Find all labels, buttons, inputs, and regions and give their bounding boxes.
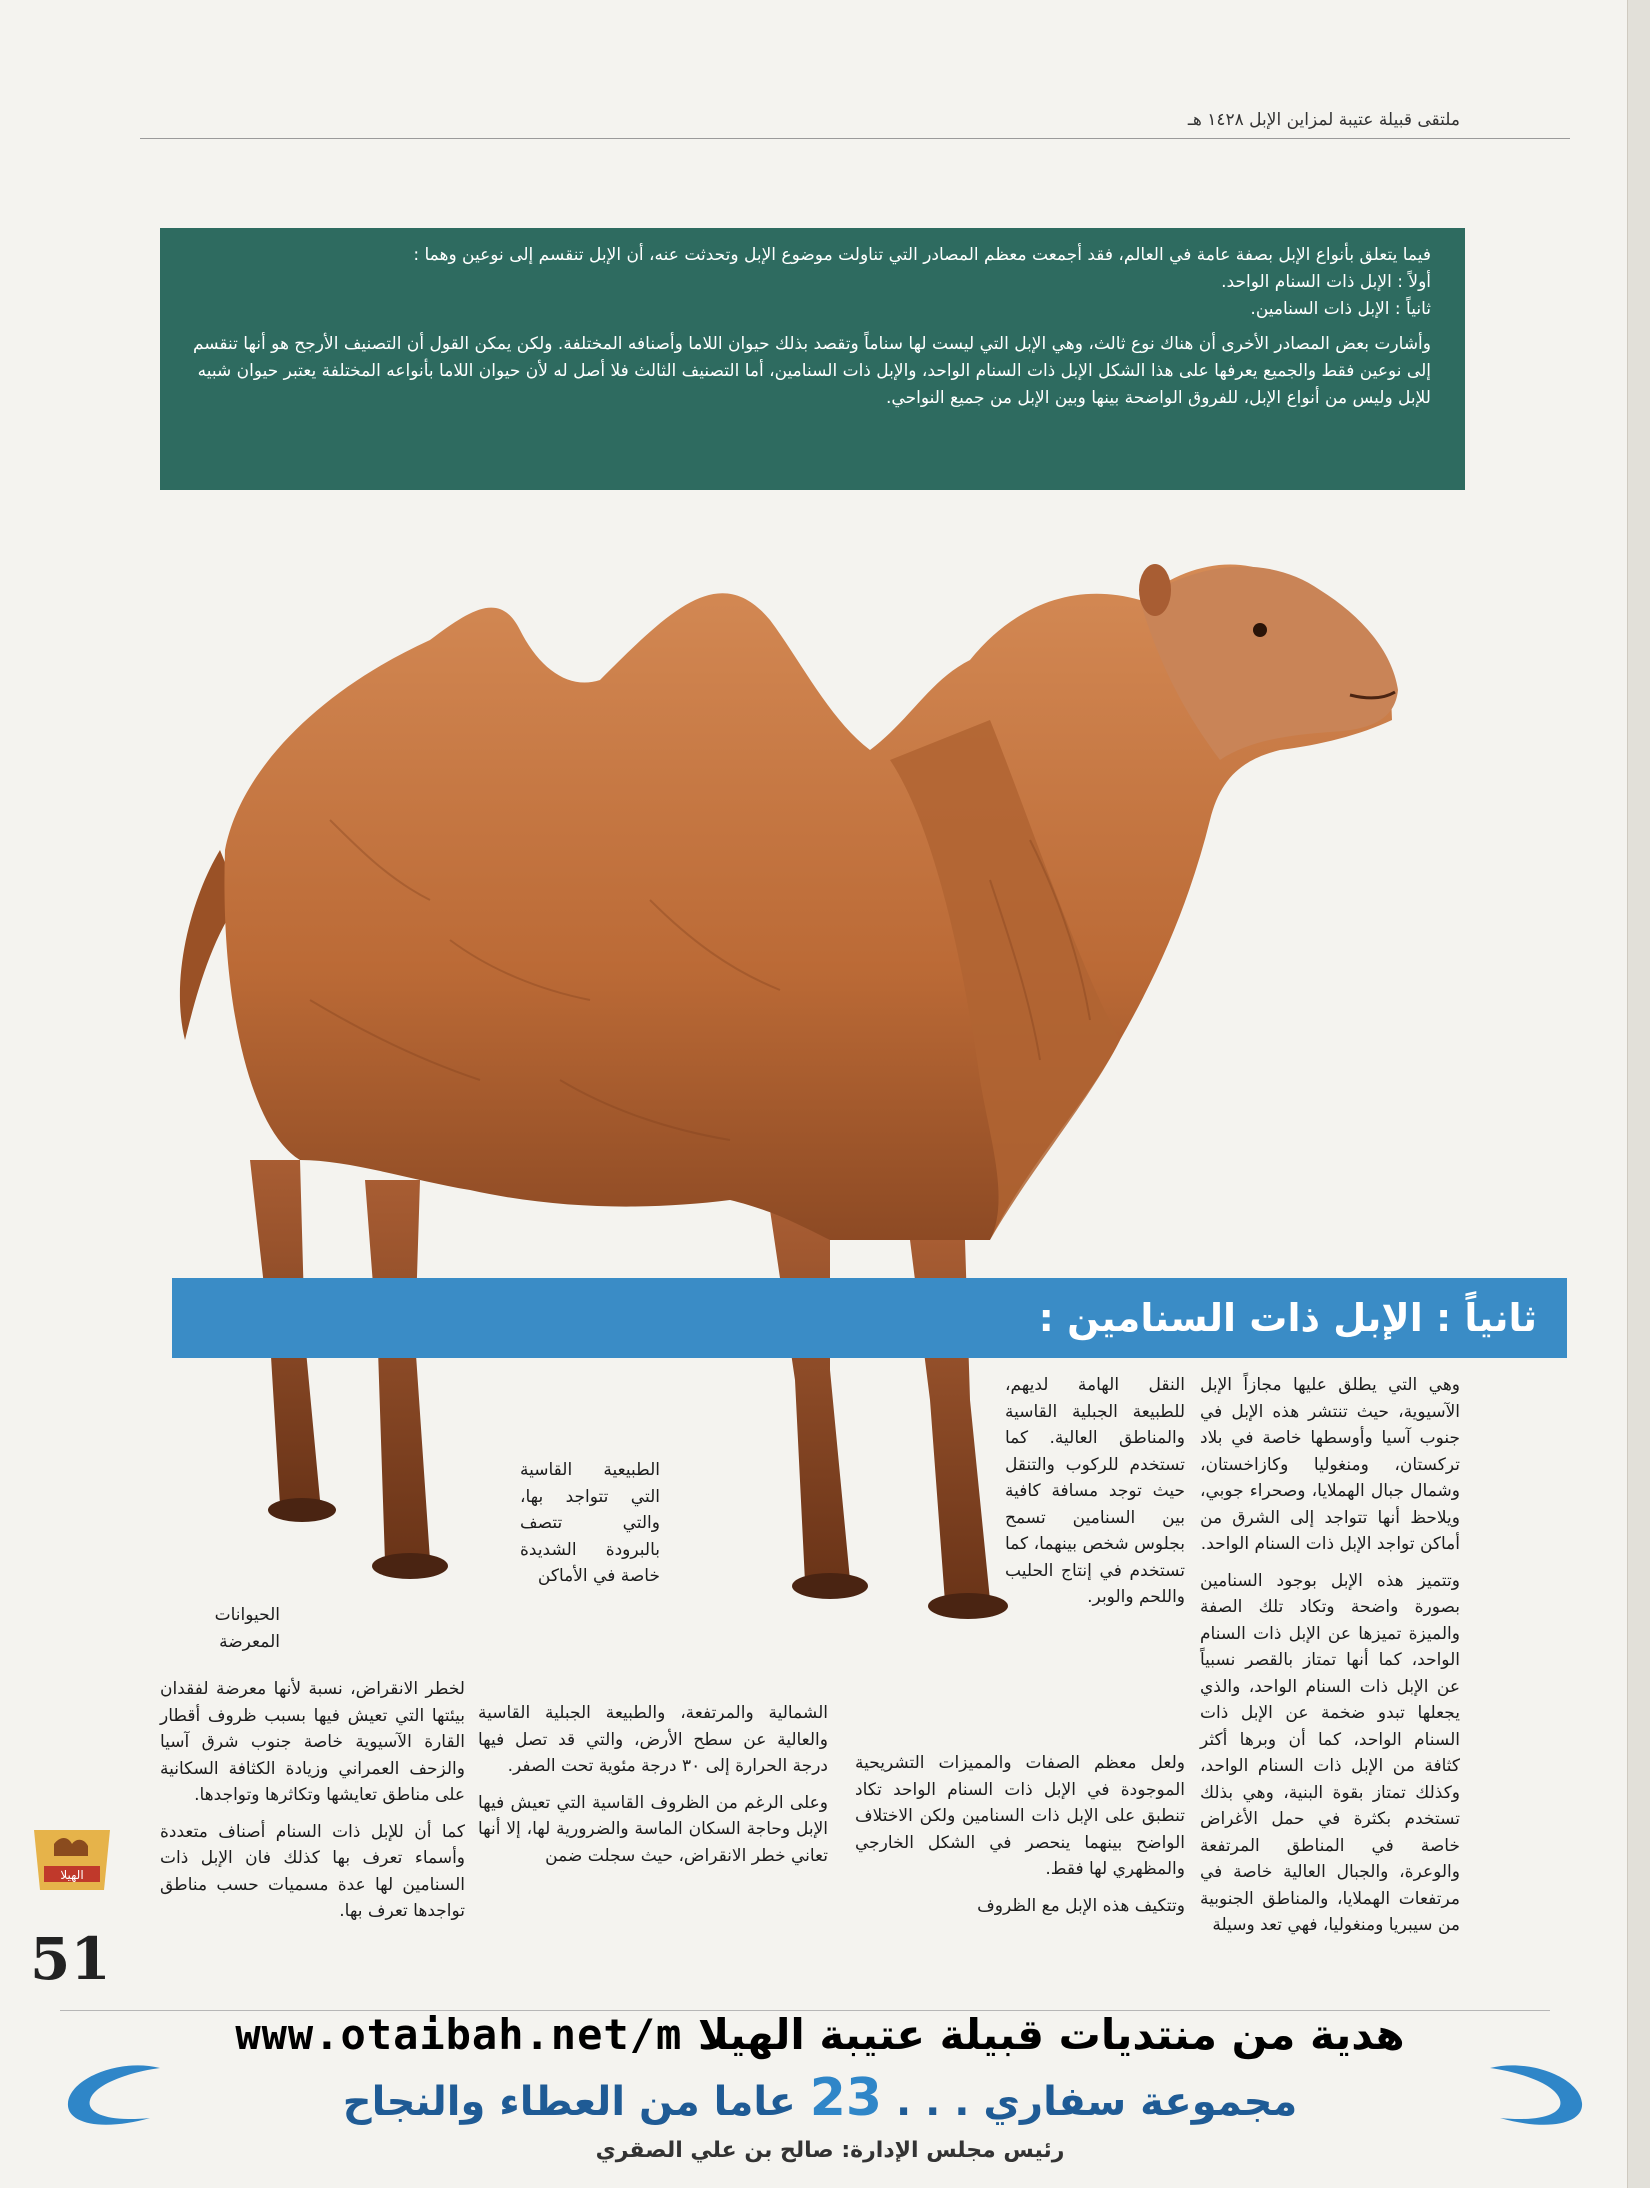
article-paragraph: الطبيعية القاسية التي تتواجد بها، والتي تتصف بالبرودة الشديدة خاصة في الأماكن <box>520 1460 660 1586</box>
article-paragraph: وتتميز هذه الإبل بوجود السنامين بصورة واضحة وتكاد تلك الصفة والميزة تميزها عن الإبل ذات السنام الواحد، كما أنها تمتاز بالقصر نسبياً عن الإبل ذات السنام الواحد، والذي يجعلها تبدو ضخمة عن الإبل ذات السنام الواحد، كما أن وبرها أكثر كثافة من الإبل ذات السنام الواحد، وكذلك تمتاز بقوة البنية، وهي بذلك تستخدم بكثرة في حمل الأغراض خاصة في المناطق المرتفعة والوعرة، والجبال العالية خاصة في مرتفعات الهملايا، والمناطق الجنوبية من سيبريا ومنغوليا، فهي تعد وسيلة <box>1200 1570 1460 1935</box>
safari-swoosh-icon <box>60 2058 170 2138</box>
intro-paragraph-2: وأشارت بعض المصادر الأخرى أن هناك نوع ثالث، وهي الإبل التي ليست لها سناماً وتقصد بذلك حيوان اللاما وأصنافه المختلفة. ولكن يمكن القول أن التصنيف الأرجح هو أنها تنقسم إلى نوعين فقط والجميع يعرفها على هذا الشكل الإبل ذات السنام الواحد، والإبل ذات السنامين، أما التصنيف الثالث فلا أصل له لأن حيوان اللاما بأنواعه المختلفة يعتبر حيوان شبيه للإبل وليس من أنواع الإبل، للفروق الواضحة بينها وبين الإبل من جميع النواحي. <box>192 334 1431 408</box>
article-column-second-bottom <box>478 1700 828 1879</box>
camel-badge-icon <box>24 1810 120 1906</box>
article-column-right <box>1200 1372 1460 1949</box>
intro-paragraph-1: فيما يتعلق بأنواع الإبل بصفة عامة في العالم، فقد أجمعت معظم المصادر التي تناولت موضوع الإبل وتحدثت عنه، أن الإبل تنقسم إلى نوعين وهما : <box>413 245 1431 265</box>
badge-label: الهيلا <box>60 1868 84 1882</box>
slogan-suffix: عاما من العطاء والنجاح <box>342 2079 796 2125</box>
article-column-left-top <box>160 1602 280 1665</box>
article-paragraph: كما أن للإبل ذات السنام أصناف متعددة وأسماء تعرف بها كذلك فان الإبل ذات السنامين لها عدة مسميات حسب مناطق تواجدها تعرف بها. <box>160 1821 465 1921</box>
article-paragraph: الشمالية والمرتفعة، والطبيعة الجبلية القاسية والعالية عن سطح الأرض، والتي قد تصل فيها درجة الحرارة إلى ٣٠ درجة مئوية تحت الصفر. <box>478 1703 828 1776</box>
header-rule <box>140 138 1570 139</box>
article-column-middle-top <box>1005 1372 1185 1621</box>
forum-watermark <box>170 2010 1470 2059</box>
chairman-line: رئيس مجلس الإدارة: صالح بن علي الصقري <box>595 2138 1065 2163</box>
intro-item-2: ثانياً : الإبل ذات السنامين. <box>1250 299 1431 319</box>
intro-box <box>160 228 1465 490</box>
article-paragraph: ولعل معظم الصفات والمميزات التشريحية الموجودة في الإبل ذات السنام الواحد تكاد تنطبق على الإبل ذات السنامين ولكن الاختلاف الواضح بينهما ينحصر في الشكل الخارجي والمظهري لها فقط. <box>855 1753 1185 1879</box>
camel-eye <box>1253 623 1267 637</box>
watermark-text: هدية من منتديات قبيلة عتيبة الهيلا <box>697 2010 1405 2059</box>
article-paragraph: الحيوانات المعرضة <box>214 1605 280 1652</box>
page-number: 51 <box>30 1925 111 1993</box>
page-edge-strip <box>1627 0 1650 2188</box>
slogan-number: 23 <box>809 2068 883 2128</box>
article-column-middle-bottom <box>855 1750 1185 1929</box>
intro-item-1: أولاً : الإبل ذات السنام الواحد. <box>1221 272 1431 292</box>
safari-swoosh-icon <box>1480 2058 1590 2138</box>
sponsor-slogan <box>180 2068 1460 2128</box>
article-paragraph: وتتكيف هذه الإبل مع الظروف <box>977 1895 1185 1916</box>
slogan-prefix: مجموعة سفاري . . . <box>896 2079 1298 2125</box>
article-paragraph: النقل الهامة لديهم، للطبيعة الجبلية القاسية والمناطق العالية. كما تستخدم للركوب والتنقل حيث توجد مسافة كافية بين السنامين تسمح بجلوس شخص بينهما، كما تستخدم في إنتاج الحليب واللحم والوبر. <box>1005 1375 1185 1607</box>
running-header: ملتقى قبيلة عتيبة لمزاين الإبل ١٤٢٨ هـ <box>1187 110 1460 130</box>
camel-ear <box>1139 564 1171 616</box>
article-column-second-top <box>520 1457 660 1600</box>
section-title: ثانياً : الإبل ذات السنامين : <box>1038 1296 1537 1340</box>
article-column-left-bottom <box>160 1676 465 1935</box>
watermark-url[interactable]: www.otaibah.net/m <box>235 2010 683 2059</box>
section-heading-bar <box>172 1278 1567 1358</box>
article-paragraph: وعلى الرغم من الظروف القاسية التي تعيش فيها الإبل وحاجة السكان الماسة والضرورية لها، إلا أنها تعاني خطر الانقراض، حيث سجلت ضمن <box>478 1792 828 1866</box>
article-paragraph: وهي التي يطلق عليها مجازاً الإبل الآسيوية، حيث تنتشر هذه الإبل في جنوب آسيا وأوسطها خاصة في بلاد تركستان، ومنغوليا وكازاخستان، وشمال جبال الهملايا، وصحراء جوبي، ويلاحظ أنها تتواجد إلى الشرق من أماكن تواجد الإبل ذات السنام الواحد. <box>1200 1375 1460 1554</box>
article-paragraph: لخطر الانقراض، نسبة لأنها معرضة لفقدان بيئتها التي تعيش فيها بسبب ظروف أقطار القارة الآسيوية خاصة جنوب شرق آسيا والزحف العمراني وزيادة الكثافة السكانية على مناطق تعايشها وتكاثرها وتواجدها. <box>160 1679 465 1805</box>
